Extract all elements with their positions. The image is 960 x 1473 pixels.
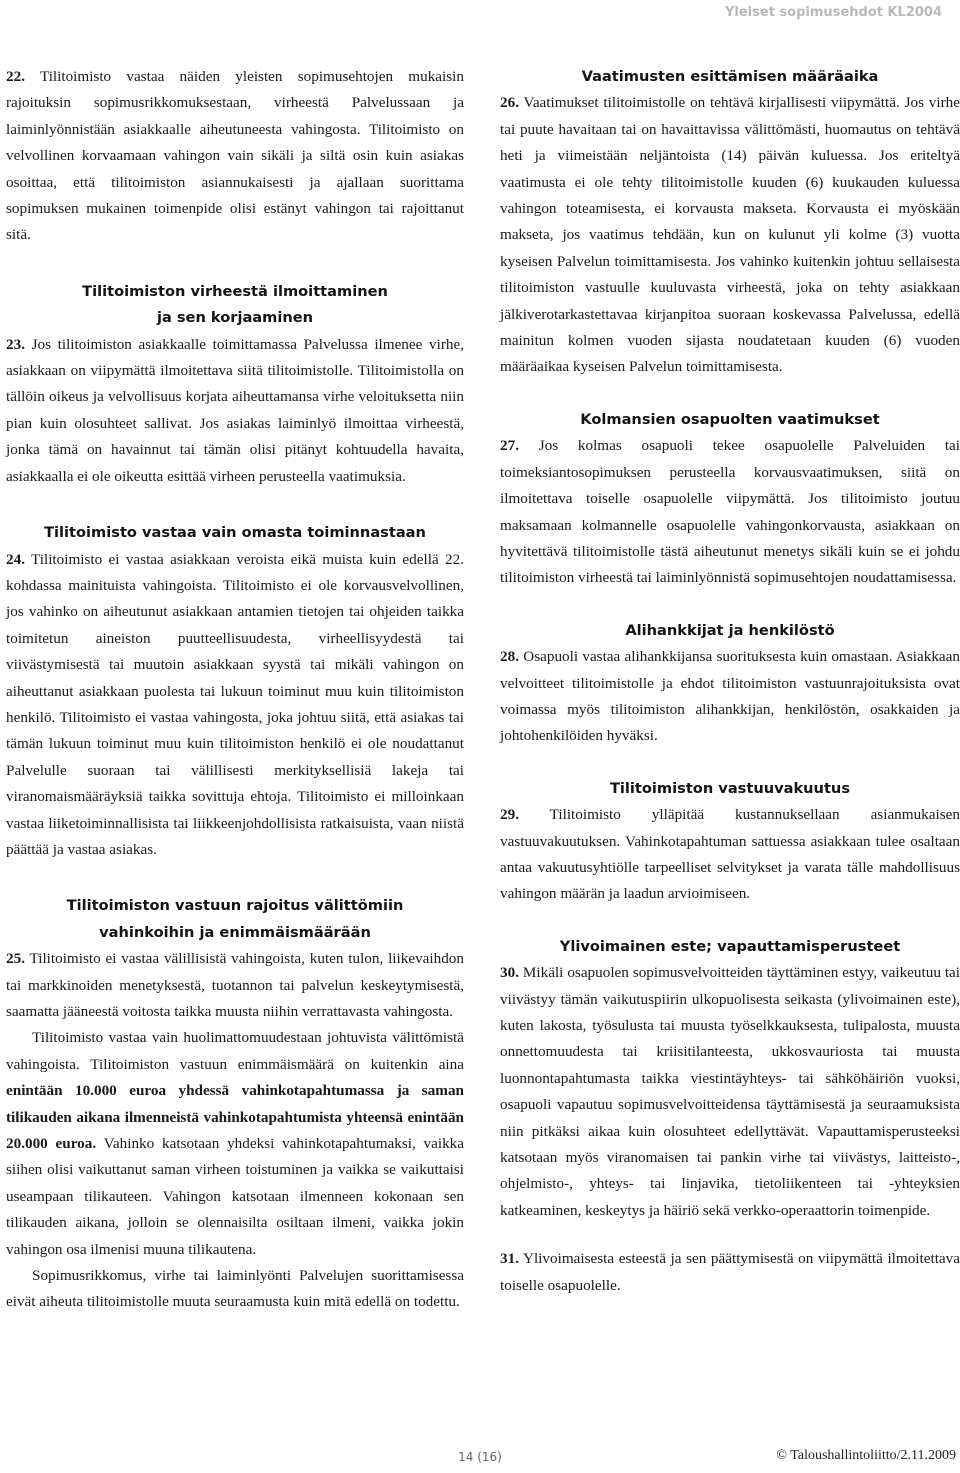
paragraph-22 [6, 64, 464, 249]
heading-line: ja sen korjaaminen [156, 309, 314, 327]
paragraph-text: Jos tilitoimiston asiakkaalle toimittamassa Palvelussa ilmenee virhe, asiakkaan on viipymättä ilmoitettava siitä tilitoimistolle. Tilitoimistolla on tällöin oikeus ja velvollisuus korjata aiheuttamansa virhe veloituksetta niin pian kuin olosuhteet sallivat. Jos asiakas laiminlyö ilmoittaa virheestä, jonka tämä on havainnut tai tämän olisi pitänyt kohtuudella havaita, asiakkaalla ei ole oikeutta esittää virheen perusteella vaatimuksia. [6, 335, 465, 485]
paragraph-25b [6, 1025, 464, 1263]
heading-liability-insurance: Tilitoimiston vastuuvakuutus [609, 779, 851, 797]
paragraph-28 [500, 644, 960, 750]
paragraph-text: Vahinko katsotaan yhdeksi vahinkotapahtumaksi, vaikka siihen olisi vaikuttanut saman virheen toistuminen ja vaikka se vaikuttaisi useampaan tilikauteen. Vahingon katsotaan ilmenneen kokonaan sen tilikauden aikana, jolloin se olennaisilta osiltaan ilmeni, vaikka jokin vahingon osa ilmenisi muuna tilikautena. [6, 1135, 464, 1258]
section-number: 29. [500, 806, 519, 824]
section-number: 28. [500, 648, 519, 666]
section-number: 24. [6, 550, 25, 568]
paragraph-text: Tilitoimisto ylläpitää kustannuksellaan asianmukaisen vastuuvakuutuksen. Vahinkotapahtuman sattuessa asiakkaan tulee osaltaan antaa vakuutusyhtiölle tarpeelliset selvitykset ja varata tälle mahdollisuus vahingon määrän ja laadun arvioimiseen. [500, 806, 960, 903]
liability-amount-text: enintään 10.000 euroa yhdessä vahinkotapahtumassa ja saman tilikauden aikana ilmenneistä vahinkotapahtumista yhteensä enintään 20.000 euroa. [6, 1082, 464, 1153]
heading-subcontractors: Alihankkijat ja henkilöstö [625, 621, 835, 639]
paragraph-text: Tilitoimisto vastaa vain huolimattomuudestaan johtuvista välittömistä vahingoista. Tilitoimiston vastuun enimmäismäärä on kuitenkin aina [6, 1029, 464, 1073]
section-number: 27. [500, 437, 519, 455]
paragraph-text: Ylivoimaisesta esteestä ja sen päättymisestä on viipymättä ilmoitettava toiselle osapuolelle. [500, 1250, 960, 1294]
running-header: Yleiset sopimusehdot KL2004 [725, 5, 942, 20]
paragraph-24 [6, 547, 464, 864]
paragraph-text: Osapuoli vastaa alihankkijansa suorituksesta kuin omastaan. Asiakkaan velvoitteet tilitoimistolle ja ehdot tilitoimiston vastuunrajoituksista ovat voimassa myös tilitoimiston alihankkijan, henkilöstön, osakkaiden ja johtohenkilöiden hyväksi. [500, 648, 960, 745]
section-number: 23. [6, 335, 25, 353]
section-number: 26. [500, 94, 519, 112]
paragraph-text: Tilitoimisto ei vastaa välillisistä vahingoista, kuten tulon, liikevaihdon tai markkinoiden menetyksestä, tuotannon tai palvelun keskeytymisestä, saamatta jääneestä voitosta taikka muusta niihin verrattavasta vahingosta. [6, 950, 464, 1020]
heading-own-operations: Tilitoimisto vastaa vain omasta toiminnastaan [44, 524, 426, 542]
paragraph-text: Vaatimukset tilitoimistolle on tehtävä kirjallisesti viipymättä. Jos virhe tai puute havaitaan tai on havaittavissa välittömästi, huomautus on tehtävä heti ja viimeistään neljäntoista (14) päivän kuluessa. Jos eriteltyä vaatimusta ei ole tehty tilitoimistolle kuuden (6) kuukauden kuluessa vahingon toteamisesta, ei korvausta makseta. Korvausta ei myöskään makseta, jos vaatimus tehdään, kun on kulunut yli kolme (3) vuotta kyseisen Palvelun toimittamisesta. Jos vahinko kuitenkin johtuu sellaisesta tilitoimiston vastuulle kuuluvasta virheestä, joka on tehty asiakkaan jälkiverotarkastettavaa kirjanpitoa suoraan koskevassa Palvelussa, edellä mainitun kolmen vuoden sijasta noudatetaan kuuden (6) vuoden määräaikaa kyseisen Palvelun toimittamisesta. [500, 94, 960, 376]
paragraph-text: Mikäli osapuolen sopimusvelvoitteiden täyttäminen estyy, vaikeutuu tai viivästyy tämän vaikutuspiirin ulkopuolisesta seikasta (ylivoimainen este), kuten lakosta, työsulusta tai muusta työselkkauksesta, tulipalosta, muusta onnettomuudesta tai kriisitilanteesta, ukkosvauriosta tai muusta luonnontapahtumasta taikka viestintäyhteys- tai sähköhäiriön vuoksi, osapuoli vapautuu sopimusvelvoitteidensa täyttämisestä ja seuraamuksista niin pitkäksi aikaa kuin olosuhteet edellyttävät. Vapauttamisperusteeksi katsotaan myös viranomaisen tai pankin virhe tai viivästys, laitteisto-, ohjelmisto-, yhteys- tai linjavika, tietoliikenteen tai -yhteyksien katkeaminen, keskeytys ja häiriö sekä verkko-operaattorin toimenpide. [500, 964, 960, 1219]
paragraph-text: Tilitoimisto vastaa näiden yleisten sopimusehtojen mukaisin rajoituksin sopimusrikkomuksestaan, virheestä Palvelussaan ja laiminlyönnistään asiakkaalle aiheutuneesta vahingosta. Tilitoimisto on velvollinen korvaamaan vahingon vain sikäli ja siltä osin kuin asiakas osoittaa, että tilitoimiston asiannukaisesti ja ajallaan suorittama sopimuksen mukainen toimenpide olisi estänyt vahingon tai rajoittanut sitä. [6, 68, 464, 244]
paragraph-29 [500, 802, 960, 908]
paragraph-25 [6, 946, 464, 1025]
paragraph-31 [500, 1246, 960, 1299]
section-number: 31. [500, 1250, 519, 1268]
paragraph-25c: Sopimusrikkomus, virhe tai laiminlyönti Palvelujen suorittamisessa eivät aiheuta tilitoimistolle muuta seuraamusta kuin mitä edellä on todettu. [6, 1267, 464, 1311]
right-column [500, 64, 960, 1299]
heading-line: Tilitoimiston virheestä ilmoittaminen [82, 282, 388, 300]
heading-line: Tilitoimiston vastuun rajoitus välittömiin [66, 897, 404, 915]
left-column [6, 64, 464, 1316]
heading-liability-limit [6, 893, 464, 946]
heading-error-notification [6, 279, 464, 332]
paragraph-27 [500, 433, 960, 591]
heading-force-majeure: Ylivoimainen este; vapauttamisperusteet [559, 937, 901, 955]
paragraph-text: Tilitoimisto ei vastaa asiakkaan veroista eikä muista kuin edellä 22. kohdassa mainituista vahingoista. Tilitoimisto ei ole korvausvelvollinen, jos vahinko on aiheutunut asiakkaan antamien tietojen tai ohjeiden taikka toimitetun aineiston puutteellisuudesta, virheellisyydestä tai viivästymisestä tai muutoin asiakkaan syystä tai mikäli vahingon on aiheuttanut asiakkaan puolesta tai lukuun toiminut muu kuin tilitoimiston henkilö. Tilitoimisto ei vastaa vahingosta, joka johtuu siitä, että asiakas tai tämän lukuun toiminut muu kuin tilitoimiston henkilö ei ole noudattanut Palvelulle suoraan tai välillisesti merkityksellisiä lakeja tai viranomaismääräyksiä taikka sovittuja ehtoja. Tilitoimisto ei milloinkaan vastaa liiketoiminnallisista tai liikkeenjohdollisista ratkaisuista, vaan niistä päättää ja vastaa asiakas. [6, 550, 464, 858]
section-number: 22. [6, 68, 25, 85]
heading-line: vahinkoihin ja enimmäismäärään [99, 923, 371, 941]
page-number: 14 (16) [458, 1450, 502, 1464]
paragraph-text: Jos kolmas osapuoli tekee osapuolelle Palveluiden tai toimeksiantosopimuksen perusteella korvausvaatimuksen, siitä on ilmoitettava toiselle osapuolelle viipymättä. Jos tilitoimisto joutuu maksamaan kolmannelle osapuolelle vahingonkorvausta, asiakkaan on hyvitettävä tilitoimistolle tästä aiheutunut menetys sikäli kuin se ei johdu tilitoimiston virheestä tai laiminlyönnistä sopimusehtojen noudattamisessa. [500, 437, 960, 587]
copyright-notice: © Taloushallintoliitto/2.11.2009 [776, 1448, 956, 1463]
paragraph-26 [500, 90, 960, 380]
heading-third-party-claims: Kolmansien osapuolten vaatimukset [580, 410, 880, 428]
heading-claims-deadline: Vaatimusten esittämisen määräaika [581, 68, 879, 85]
section-number: 30. [500, 964, 519, 982]
paragraph-23 [6, 332, 464, 490]
paragraph-30 [500, 960, 960, 1224]
section-number: 25. [6, 950, 25, 968]
